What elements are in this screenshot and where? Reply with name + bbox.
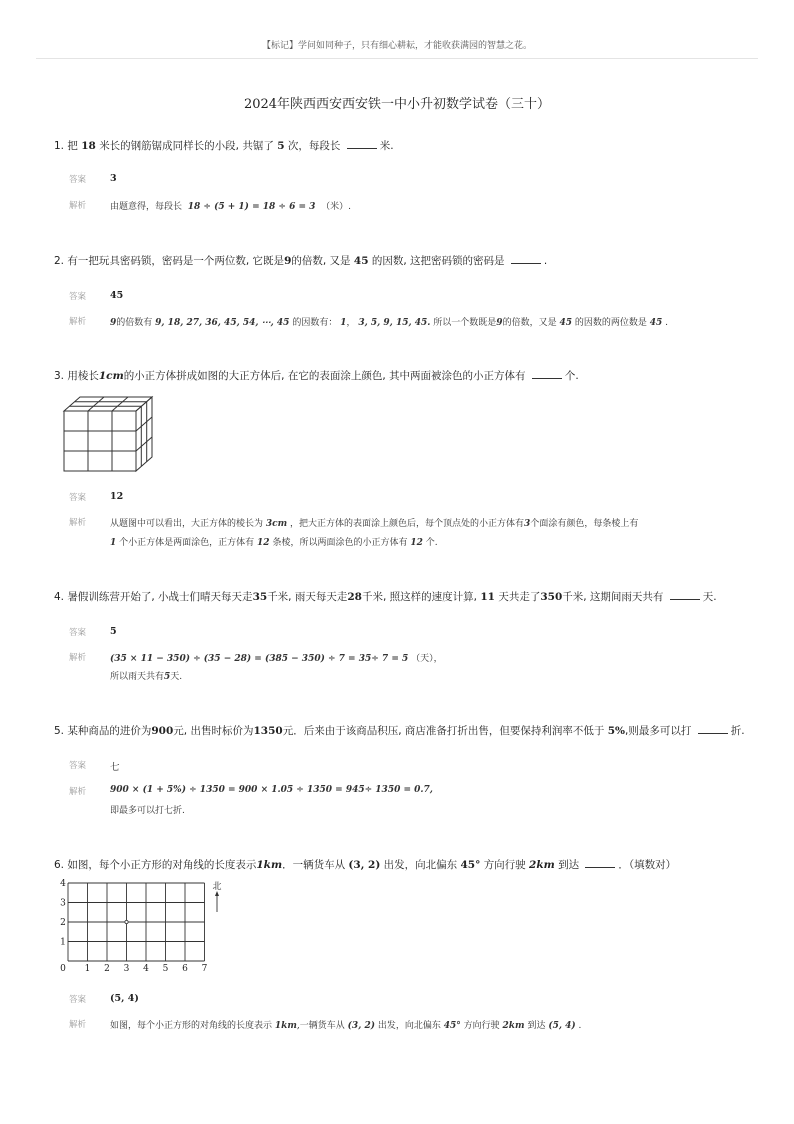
x-tick-label: 0 [60,964,66,974]
y-tick-label: 4 [60,879,66,889]
analysis-text: 如图，每个小正方形的对角线的长度表示 1km,一辆货车从 (3, 2) 出发，向北偏东 45° 方向行驶 2km 到达 (5, 4) . [110,1021,582,1031]
x-tick-label: 7 [201,964,208,974]
north-arrow [212,880,221,912]
page-title: 2024年陕西西安西安铁一中小升初数学试卷（三十） [243,97,551,112]
answer-blank[interactable] [347,138,377,149]
question-3: 3. 用棱长1cm的小正方体拼成如图的大正方体后, 在它的表面涂上颜色, 其中两面被涂色的小正方体有 个. [54,370,579,382]
y-tick-label: 1 [60,937,66,948]
analysis-text: 9的倍数有 9, 18, 27, 36, 45, 54, ⋯, 45 的因数有： 1， 3, 5, 9, 15, 45. 所以一个数既是9的倍数，又是 45 的因数的两位数是 45 . [110,318,669,328]
start-point-marker [125,920,128,923]
question-6: 6. 如图，每个小正方形的对角线的长度表示1km．一辆货车从 (3, 2) 出发，向北偏东 45° 方向行驶 2km 到达 ．（填数对） [54,859,677,871]
answer-value: (5, 4) [110,993,139,1004]
answer-blank[interactable] [511,253,541,264]
answer-value: 3 [110,173,117,184]
question-4: 4. 暑假训练营开始了, 小战士们晴天每天走35千米, 雨天每天走28千米, 照这样的速度计算, 11 天共走了350千米, 这期间雨天共有 天. [54,591,717,603]
analysis-label: 解析 [69,653,87,663]
answer-value: 七 [110,762,120,773]
cube-figure [60,393,160,477]
answer-value: 12 [110,491,124,502]
answer-label: 答案 [69,628,87,638]
question-5: 5. 某种商品的进价为900元, 出售时标价为1350元．后来由于该商品积压, 商店准备打折出售，但要保持利润率不低于 5%,则最多可以打 折. [54,725,745,737]
x-tick-label: 6 [182,964,188,974]
answer-label: 答案 [69,995,87,1005]
analysis-label: 解析 [69,1020,87,1030]
answer-blank[interactable] [532,368,562,379]
answer-label: 答案 [69,493,87,503]
y-tick-label: 3 [60,898,66,909]
x-tick-label: 3 [123,964,130,974]
answer-label: 答案 [69,761,87,771]
answer-blank[interactable] [585,857,615,868]
analysis-text-line-1: 从题图中可以看出，大正方体的棱长为 3cm ，把大正方体的表面涂上颜色后，每个顶点处的小正方体有3个面涂有颜色，每条棱上有 [110,519,639,529]
analysis-label: 解析 [69,787,87,797]
answer-value: 45 [110,290,124,301]
y-tick-label: 2 [60,918,66,928]
answer-blank[interactable] [698,723,728,734]
answer-value: 5 [110,626,117,637]
analysis-label: 解析 [69,518,87,528]
answer-label: 答案 [69,292,87,302]
analysis-text-line-2: 1 个小正方体是两面涂色，正方体有 12 条棱，所以两面涂色的小正方体有 12 个. [110,538,438,548]
x-tick-label: 1 [84,964,91,974]
analysis-label: 解析 [69,317,87,327]
header-divider [36,58,758,59]
answer-label: 答案 [69,175,87,185]
analysis-text-line-2: 所以雨天共有5天. [110,672,183,682]
analysis-text-line-2: 即最多可以打七折. [110,806,185,816]
answer-blank[interactable] [670,589,700,600]
analysis-text: 由题意得，每段长 18 ÷ (5 + 1) = 18 ÷ 6 = 3 （米）. [110,202,352,212]
analysis-text-line-1: 900 × (1 + 5%) ÷ 1350 = 900 × 1.05 ÷ 1350 = 945÷ 1350 = 0.7, [110,785,433,795]
north-label: 北 [212,882,222,892]
coordinate-grid-figure [56,878,236,978]
x-tick-label: 2 [104,964,110,974]
analysis-label: 解析 [69,201,87,211]
header-note: 【标记】学问如同种子，只有细心耕耘，才能收获满园的智慧之花。 [261,41,532,51]
x-tick-label: 5 [162,964,169,974]
analysis-text-line-1: (35 × 11 − 350) ÷ (35 − 28) = (385 − 350) ÷ 7 = 35÷ 7 = 5 （天）， [110,654,443,664]
question-1: 1. 把 18 米长的钢筋锯成同样长的小段, 共锯了 5 次，每段长 米. [54,140,394,152]
x-tick-label: 4 [143,964,149,974]
question-2: 2. 有一把玩具密码锁，密码是一个两位数, 它既是9的倍数, 又是 45 的因数, 这把密码锁的密码是 . [54,255,548,267]
